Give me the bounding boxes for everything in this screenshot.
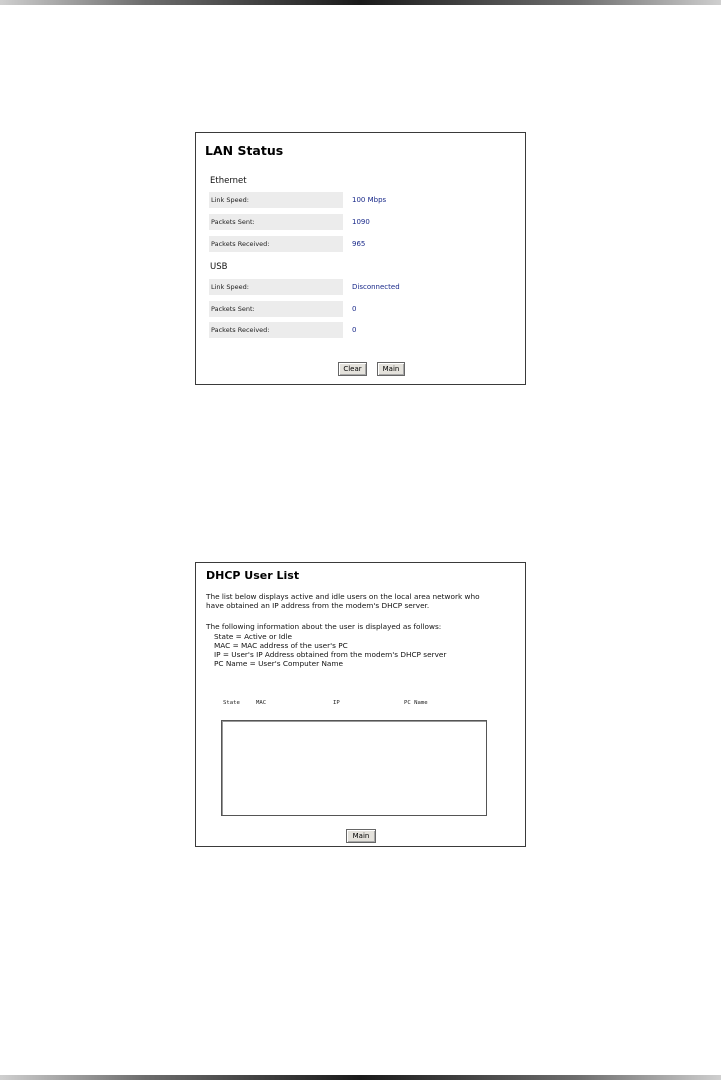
legend-pc-name: PC Name = User's Computer Name	[214, 659, 343, 668]
usb-heading: USB	[210, 262, 228, 272]
top-rule	[0, 0, 721, 5]
row-label: Packets Received:	[209, 236, 343, 252]
lan-status-title: LAN Status	[205, 143, 284, 158]
column-header-ip: IP	[333, 700, 340, 706]
column-header-state: State	[223, 700, 240, 706]
clear-button[interactable]: Clear	[338, 362, 367, 376]
row-value: 965	[352, 240, 366, 248]
column-header-pc-name: PC Name	[404, 700, 428, 706]
row-label: Link Speed:	[209, 279, 343, 295]
ethernet-link-speed-row	[209, 192, 509, 208]
ethernet-packets-sent-row	[209, 214, 509, 230]
info-line: The following information about the user is displayed as follows:	[206, 622, 442, 631]
intro-line-1: The list below displays active and idle users on the local area network who	[206, 592, 480, 601]
user-list-box[interactable]	[221, 720, 487, 816]
row-value: 0	[352, 326, 357, 334]
ethernet-packets-received-row	[209, 236, 509, 252]
row-value: 0	[352, 305, 357, 313]
usb-link-speed-row	[209, 279, 509, 295]
legend-ip: IP = User's IP Address obtained from the modem's DHCP server	[214, 650, 447, 659]
row-value: 1090	[352, 218, 370, 226]
column-header-mac: MAC	[256, 700, 267, 706]
lan-status-panel	[195, 132, 526, 385]
main-button[interactable]: Main	[346, 829, 376, 843]
dhcp-user-list-panel	[195, 562, 526, 847]
legend-state: State = Active or Idle	[214, 632, 293, 641]
main-button[interactable]: Main	[377, 362, 405, 376]
row-value: 100 Mbps	[352, 196, 387, 204]
row-value: Disconnected	[352, 283, 400, 291]
usb-packets-sent-row	[209, 301, 509, 317]
row-label: Packets Received:	[209, 322, 343, 338]
row-label: Packets Sent:	[209, 301, 343, 317]
bottom-rule	[0, 1075, 721, 1080]
row-label: Link Speed:	[209, 192, 343, 208]
intro-line-2: have obtained an IP address from the modem's DHCP server.	[206, 601, 430, 610]
usb-packets-received-row	[209, 322, 509, 338]
row-label: Packets Sent:	[209, 214, 343, 230]
dhcp-user-list-title: DHCP User List	[206, 569, 300, 582]
ethernet-heading: Ethernet	[210, 176, 247, 186]
legend-mac: MAC = MAC address of the user's PC	[214, 641, 348, 650]
